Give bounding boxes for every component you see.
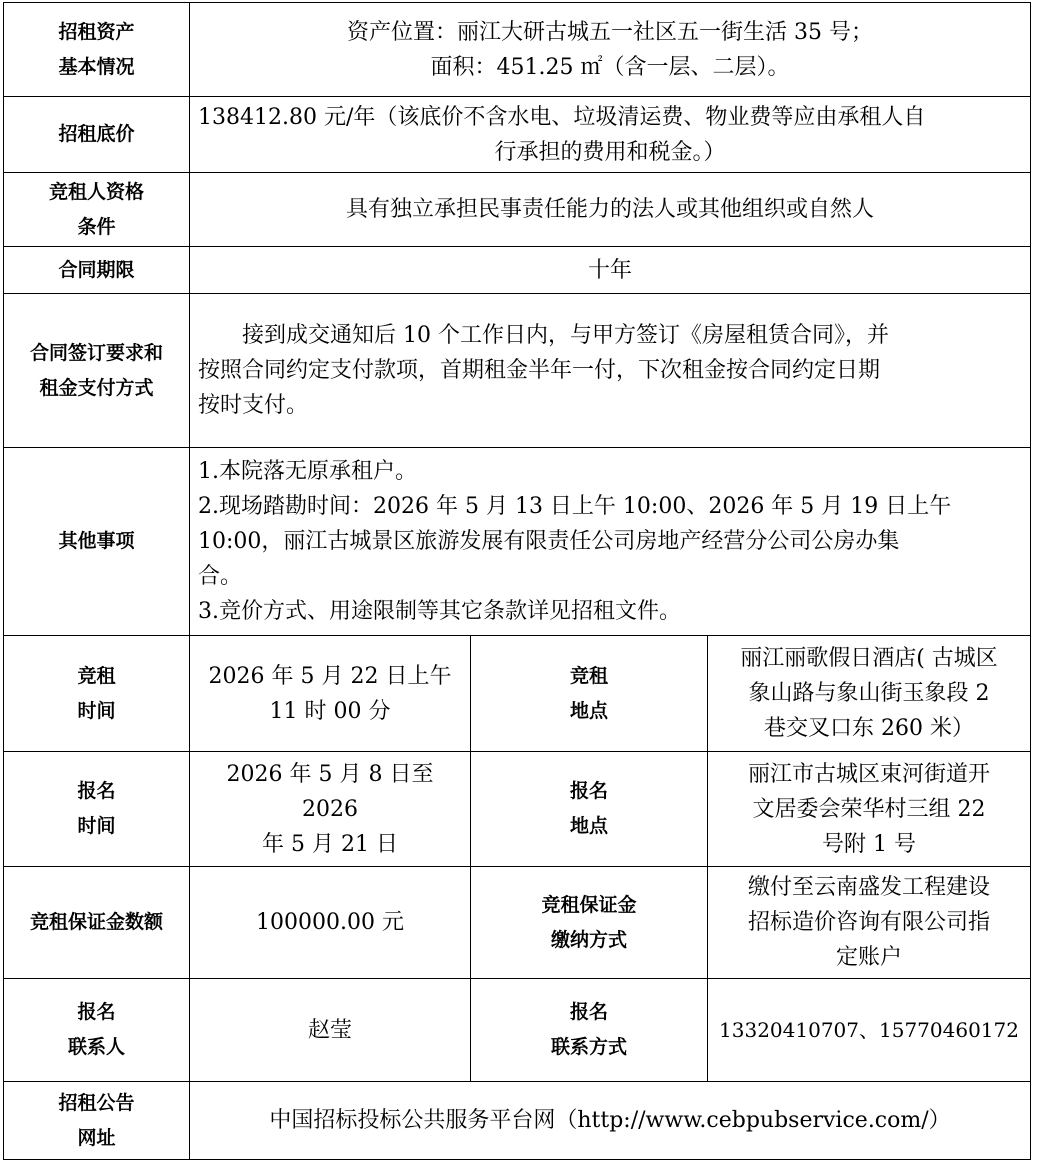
label-website: 招租公告 网址 (4, 1082, 190, 1160)
value-contract: 接到成交通知后 10 个工作日内，与甲方签订《房屋租赁合同》，并 按照合同约定支付款项，首期租金半年一付，下次租金按合同约定日期 按时支付。 (190, 294, 1031, 448)
value-qualification: 具有独立承担民事责任能力的法人或其他组织或自然人 (190, 173, 1031, 247)
value-deposit-method: 缴付至云南盛发工程建设 招标造价咨询有限公司指 定账户 (708, 867, 1031, 979)
label-bid-time: 竞租 时间 (4, 636, 190, 752)
label-deposit-method: 竞租保证金 缴纳方式 (471, 867, 708, 979)
label-contact-person: 报名 联系人 (4, 979, 190, 1082)
value-price: 138412.80 元/年（该底价不含水电、垃圾清运费、物业费等应由承租人自 行承担的费用和税金。） (190, 97, 1031, 173)
label-term: 合同期限 (4, 247, 190, 294)
row-bid (4, 636, 1031, 752)
label-contact-phone: 报名 联系方式 (471, 979, 708, 1082)
value-other: 1.本院落无原承租户。 2.现场踏勘时间：2026 年 5 月 13 日上午 10:00、2026 年 5 月 19 日上午 10:00，丽江古城景区旅游发展有限责任公司房地产经营分公司公房办集 合。 3.竞价方式、用途限制等其它条款详见招租文件。 (190, 448, 1031, 636)
label-asset: 招租资产 基本情况 (4, 3, 190, 97)
label-deposit-amount: 竞租保证金数额 (4, 867, 190, 979)
row-qualification (4, 173, 1031, 247)
row-contract (4, 294, 1031, 448)
value-term: 十年 (190, 247, 1031, 294)
row-signup (4, 752, 1031, 867)
row-website (4, 1082, 1031, 1160)
value-asset: 资产位置：丽江大研古城五一社区五一街生活 35 号； 面积：451.25 ㎡（含一层、二层）。 (190, 3, 1031, 97)
row-contact (4, 979, 1031, 1082)
label-signup-time: 报名 时间 (4, 752, 190, 867)
row-asset (4, 3, 1031, 97)
label-bid-place: 竞租 地点 (471, 636, 708, 752)
value-bid-place: 丽江丽歌假日酒店( 古城区 象山路与象山街玉象段 2 巷交叉口东 260 米） (708, 636, 1031, 752)
label-qualification: 竞租人资格 条件 (4, 173, 190, 247)
value-signup-time: 2026 年 5 月 8 日至 2026 年 5 月 21 日 (190, 752, 471, 867)
value-deposit-amount: 100000.00 元 (190, 867, 471, 979)
label-price: 招租底价 (4, 97, 190, 173)
label-other: 其他事项 (4, 448, 190, 636)
value-signup-place: 丽江市古城区束河街道开 文居委会荣华村三组 22 号附 1 号 (708, 752, 1031, 867)
value-bid-time: 2026 年 5 月 22 日上午 11 时 00 分 (190, 636, 471, 752)
label-contract: 合同签订要求和 租金支付方式 (4, 294, 190, 448)
label-signup-place: 报名 地点 (471, 752, 708, 867)
row-other (4, 448, 1031, 636)
value-contact-person: 赵莹 (190, 979, 471, 1082)
tender-table (3, 2, 1031, 1160)
row-term (4, 247, 1031, 294)
value-website: 中国招标投标公共服务平台网（http://www.cebpubservice.com/） (190, 1082, 1031, 1160)
value-contact-phone: 13320410707、15770460172 (708, 979, 1031, 1082)
row-deposit (4, 867, 1031, 979)
row-price (4, 97, 1031, 173)
